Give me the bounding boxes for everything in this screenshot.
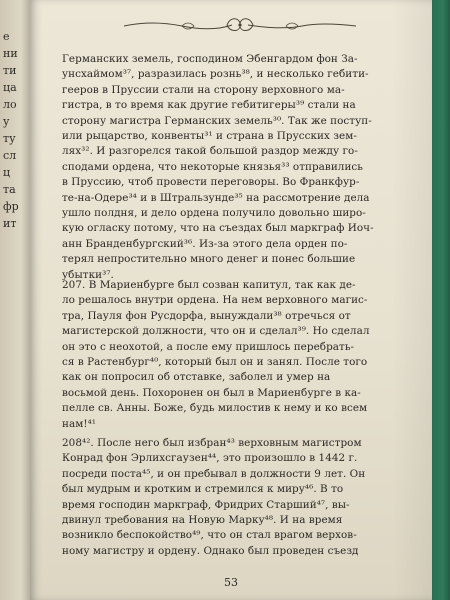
text-line: он это с неохотой, а после ему пришлось перебрать- [62, 340, 355, 353]
text-line: гистра, в то время как другие гебитигеры³⁹ стали на [62, 99, 356, 112]
text-line: посреди поста⁴⁵, и он пребывал в должности 9 лет. Он [62, 467, 366, 480]
text-line: гееров в Пруссии стали на сторону верховного ма- [62, 83, 345, 96]
text-line: нам!⁴¹ [62, 417, 97, 430]
text-line: Германских земель, господином Эбенгардом фон За- [62, 53, 358, 65]
left-page-fragment: ц [3, 166, 11, 179]
text-line: те-на-Одере³⁴ и в Штральзунде³⁵ на рассмотрение дела [62, 191, 370, 204]
text-line: лях³². И разгорелся такой большой раздор между го- [62, 145, 358, 158]
text-line: ло решалось внутри ордена. На нем верховного магис- [62, 294, 368, 307]
paragraph-1 [62, 52, 398, 283]
book-page [30, 0, 432, 600]
left-page-fragment: та [3, 183, 16, 196]
text-line: убытки³⁷. [62, 268, 114, 281]
text-line: 208⁴². После него был избран⁴³ верховным магистром [62, 437, 362, 449]
text-line: ушло полдня, и дело ордена получило довольно широ- [62, 207, 366, 220]
text-line: как он попросил об отставке, заболел и умер на [62, 371, 331, 384]
left-page-fragment: ни [3, 47, 18, 60]
left-page-fragment: ту [3, 132, 16, 145]
left-page-fragment: сл [3, 149, 17, 162]
left-page-fragment: ло [3, 98, 17, 111]
left-page-fragment: ти [3, 64, 17, 77]
text-line: восьмой день. Похоронен он был в Мариенбурге в ка- [62, 386, 361, 399]
text-line: ся в Растенбург⁴⁰, который был он и занял. После того [62, 356, 368, 369]
text-line: пелле св. Анны. Боже, будь милостив к нему и ко всем [62, 402, 368, 415]
text-line: анн Бранденбургский³⁶. Из-за этого дела орден по- [62, 237, 348, 250]
page-shade [392, 0, 432, 600]
previous-page-edge [0, 0, 30, 600]
paragraph-208 [62, 436, 398, 559]
text-line: двинул требования на Новую Марку⁴⁸. И на время [62, 514, 343, 527]
paragraph-207 [62, 278, 398, 432]
left-page-fragment: ит [3, 217, 17, 230]
text-line: Конрад фон Эрлихсгаузен⁴⁴, это произошло в 1442 г. [62, 452, 358, 465]
text-line: или рыцарство, конвенты³¹ и страна в Прусских зем- [62, 130, 357, 143]
text-line: сторону магистра Германских земель³⁰. Так же поступ- [62, 114, 372, 127]
text-line: тра, Пауля фон Русдорфа, вынуждали³⁸ отречься от [62, 309, 351, 322]
left-page-fragment: ца [3, 81, 17, 94]
text-line: время господин маркграф, Фридрих Старший⁴⁷, вы- [62, 498, 350, 511]
left-page-fragment: е [3, 30, 10, 43]
text-line: в Пруссию, чтоб провести переговоры. Во Франкфур- [62, 176, 360, 189]
left-page-fragment: фр [3, 200, 19, 213]
text-line: был мудрым и кротким и стремился к миру⁴⁶. В то [62, 483, 344, 496]
decorative-ornament-icon [122, 14, 358, 36]
left-page-fragment: у [3, 115, 10, 128]
text-line: сподами ордена, что некоторые князья³³ отправились [62, 160, 364, 173]
page-number: 53 [224, 576, 238, 589]
text-line: 207. В Мариенбурге был созван капитул, так как де- [62, 279, 356, 291]
text-line: кую огласку потому, что на съездах был маркграф Иоч- [62, 222, 374, 235]
text-line: возникло беспокойство⁴⁹, что он стал врагом верхов- [62, 529, 357, 542]
text-line: унсхаймом³⁷, разразилась рознь³⁸, и несколько гебити- [62, 68, 369, 81]
book-cover-edge [432, 0, 450, 600]
text-line: магистерской должности, что он и сделал³⁹. Но сделал [62, 325, 370, 338]
text-line: терял непростительно много денег и понес большие [62, 253, 356, 266]
text-line: ному магистру и ордену. Однако был проведен съезд [62, 544, 359, 557]
